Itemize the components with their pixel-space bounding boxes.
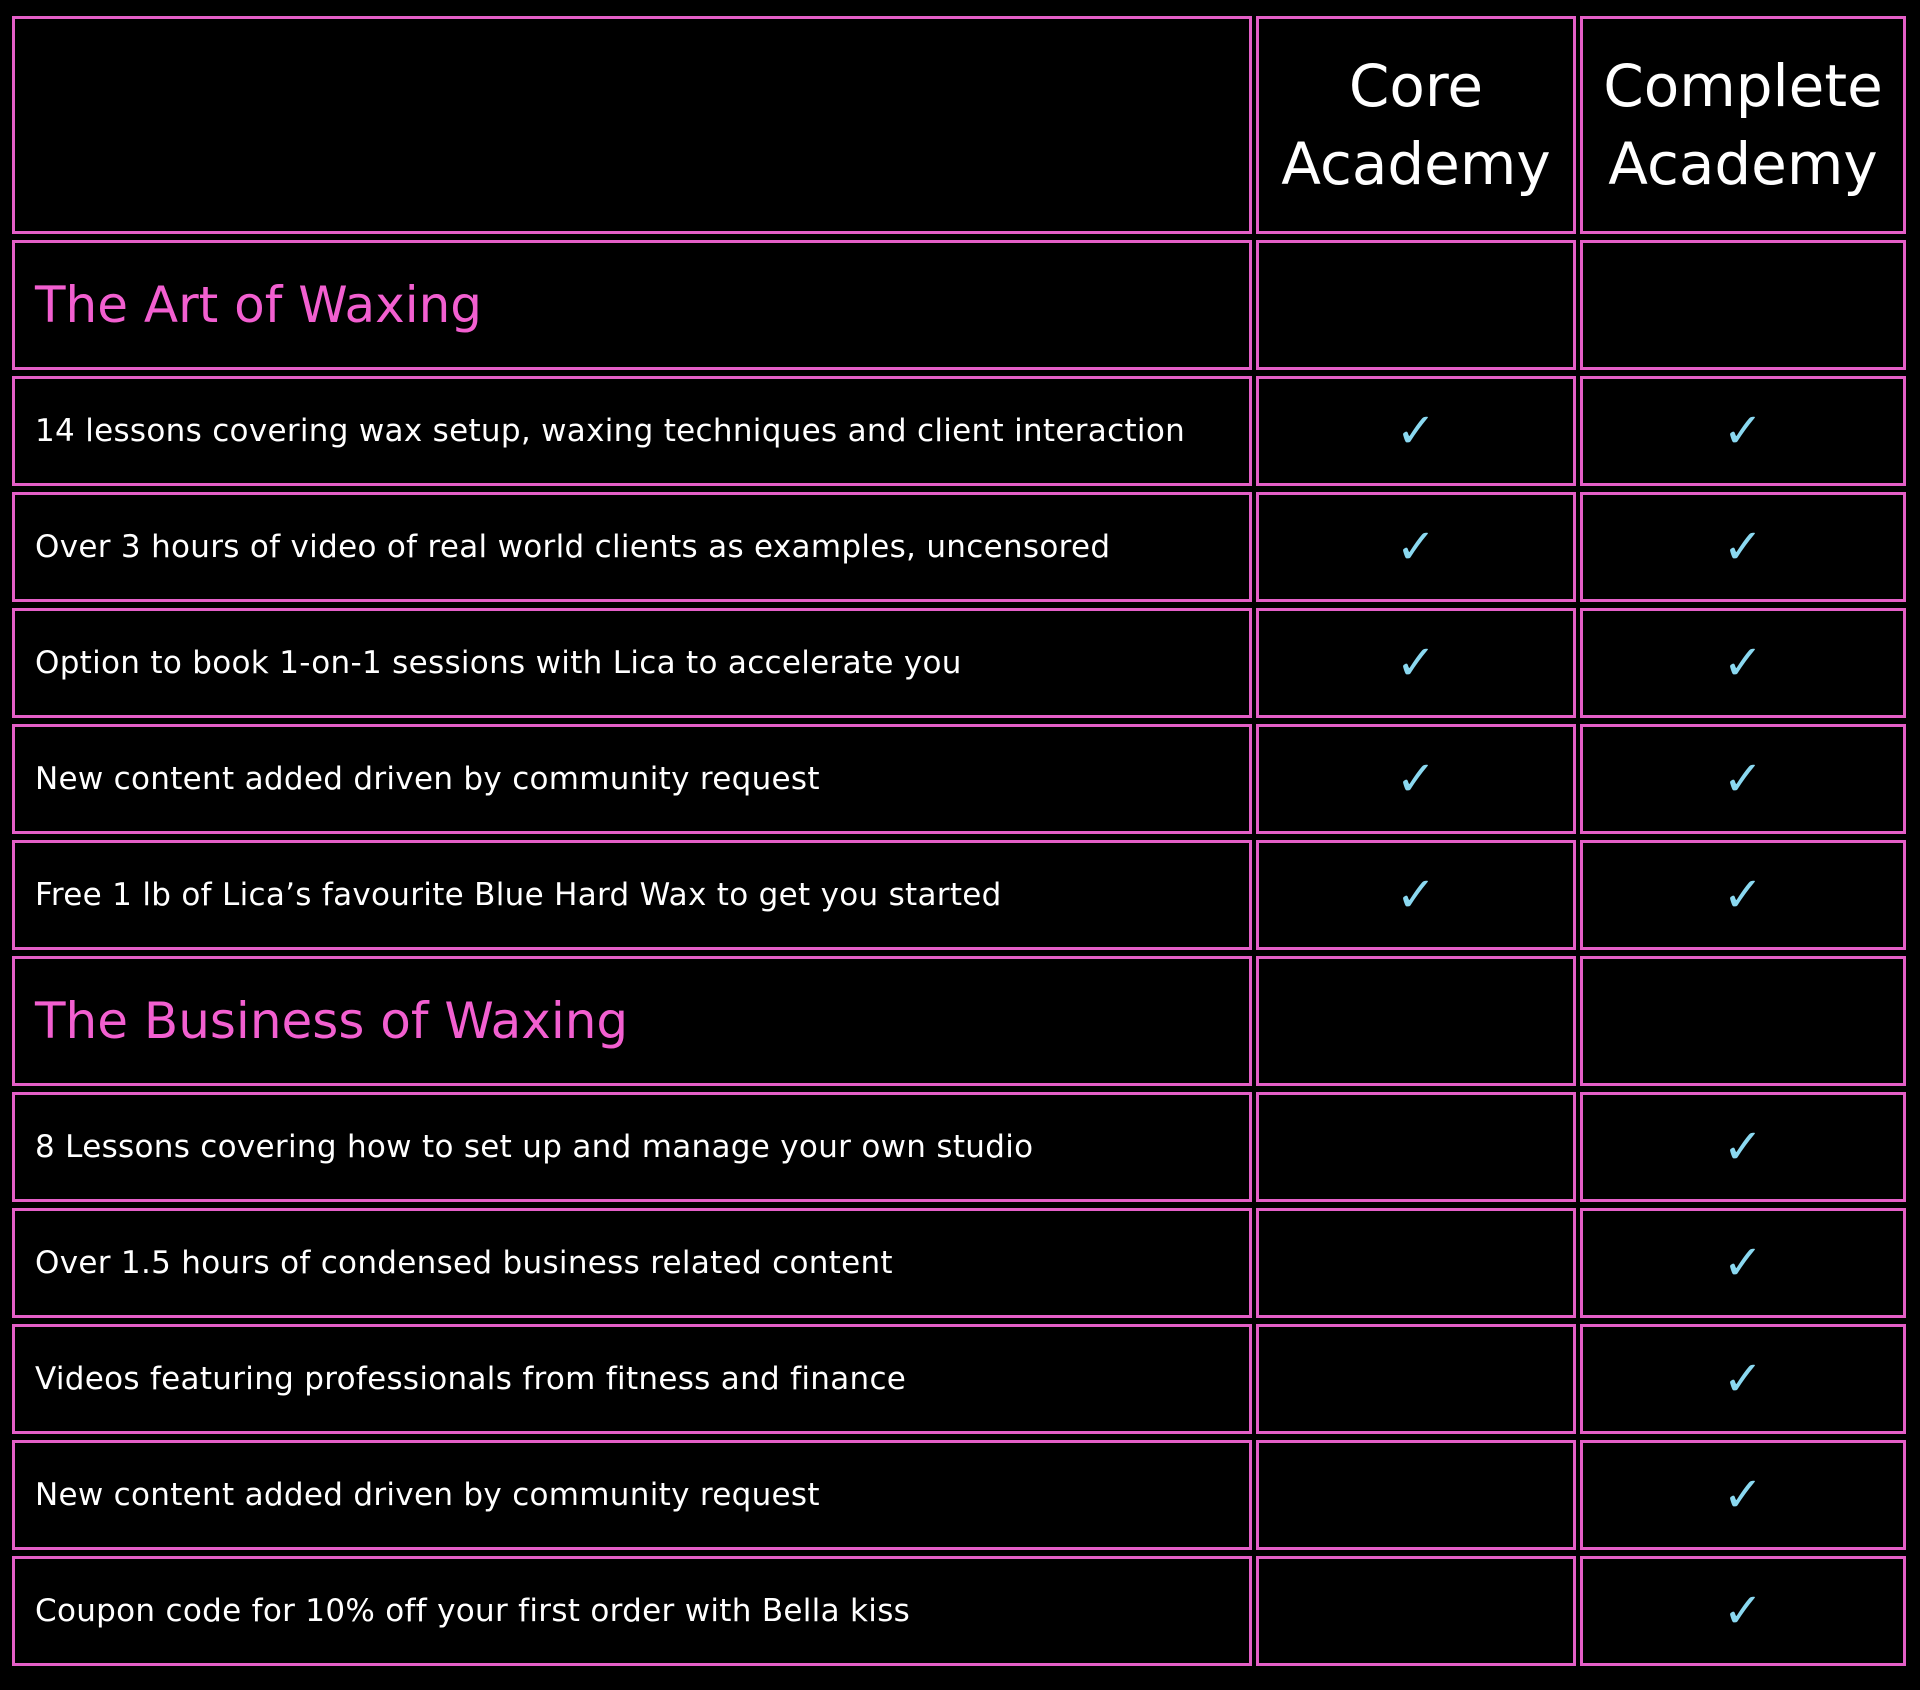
- header-core-academy: [1256, 16, 1576, 234]
- complete-cell: [1580, 1440, 1906, 1550]
- core-cell: [1256, 840, 1576, 950]
- section-empty-cell: [1256, 240, 1576, 370]
- checkmark-icon: ✓: [1722, 1119, 1764, 1175]
- feature-text: Option to book 1-on-1 sessions with Lica to accelerate you: [35, 645, 962, 681]
- checkmark-icon: ✓: [1722, 1583, 1764, 1639]
- plan-title-line2: Academy: [1608, 130, 1878, 198]
- core-cell: [1256, 724, 1576, 834]
- core-cell: [1256, 1092, 1576, 1202]
- checkmark-icon: ✓: [1722, 751, 1764, 807]
- feature-row: [12, 1440, 1252, 1550]
- section-title: The Business of Waxing: [35, 992, 629, 1050]
- checkmark-icon: ✓: [1722, 1467, 1764, 1523]
- feature-text: 8 Lessons covering how to set up and manage your own studio: [35, 1129, 1034, 1165]
- feature-row: [12, 376, 1252, 486]
- section-empty-cell: [1256, 956, 1576, 1086]
- core-cell: [1256, 1440, 1576, 1550]
- feature-row: [12, 724, 1252, 834]
- complete-cell: [1580, 840, 1906, 950]
- checkmark-icon: ✓: [1395, 403, 1437, 459]
- feature-row: [12, 1092, 1252, 1202]
- complete-cell: [1580, 608, 1906, 718]
- core-cell: [1256, 1208, 1576, 1318]
- feature-text: Coupon code for 10% off your first order with Bella kiss: [35, 1593, 911, 1629]
- feature-row: [12, 1208, 1252, 1318]
- complete-cell: [1580, 1324, 1906, 1434]
- plan-title-core: [1259, 47, 1573, 203]
- feature-row: [12, 492, 1252, 602]
- plan-title-line1: Core: [1348, 52, 1484, 120]
- complete-cell: [1580, 724, 1906, 834]
- core-cell: [1256, 376, 1576, 486]
- checkmark-icon: ✓: [1395, 519, 1437, 575]
- checkmark-icon: ✓: [1722, 1351, 1764, 1407]
- plan-title-line2: Academy: [1281, 130, 1551, 198]
- checkmark-icon: ✓: [1395, 867, 1437, 923]
- feature-text: Videos featuring professionals from fitness and finance: [35, 1361, 907, 1397]
- feature-text: Free 1 lb of Lica’s favourite Blue Hard Wax to get you started: [35, 877, 1002, 913]
- plan-title-line1: Complete: [1603, 52, 1883, 120]
- checkmark-icon: ✓: [1722, 867, 1764, 923]
- core-cell: [1256, 1324, 1576, 1434]
- section-title: The Art of Waxing: [35, 276, 483, 334]
- core-cell: [1256, 1556, 1576, 1666]
- section-empty-cell: [1580, 240, 1906, 370]
- section-title-row: [12, 956, 1252, 1086]
- checkmark-icon: ✓: [1395, 635, 1437, 691]
- complete-cell: [1580, 376, 1906, 486]
- checkmark-icon: ✓: [1722, 403, 1764, 459]
- feature-row: [12, 1556, 1252, 1666]
- core-cell: [1256, 492, 1576, 602]
- plan-title-complete: [1583, 47, 1903, 203]
- feature-text: Over 3 hours of video of real world clients as examples, uncensored: [35, 529, 1111, 565]
- header-complete-academy: [1580, 16, 1906, 234]
- complete-cell: [1580, 1556, 1906, 1666]
- section-empty-cell: [1580, 956, 1906, 1086]
- feature-text: Over 1.5 hours of condensed business related content: [35, 1245, 893, 1281]
- feature-text: New content added driven by community request: [35, 761, 820, 797]
- complete-cell: [1580, 492, 1906, 602]
- checkmark-icon: ✓: [1722, 519, 1764, 575]
- feature-row: [12, 840, 1252, 950]
- feature-text: 14 lessons covering wax setup, waxing techniques and client interaction: [35, 413, 1186, 449]
- complete-cell: [1580, 1092, 1906, 1202]
- feature-text: New content added driven by community request: [35, 1477, 820, 1513]
- checkmark-icon: ✓: [1722, 1235, 1764, 1291]
- feature-row: [12, 608, 1252, 718]
- complete-cell: [1580, 1208, 1906, 1318]
- checkmark-icon: ✓: [1722, 635, 1764, 691]
- section-title-row: [12, 240, 1252, 370]
- header-empty-cell: [12, 16, 1252, 234]
- core-cell: [1256, 608, 1576, 718]
- checkmark-icon: ✓: [1395, 751, 1437, 807]
- feature-row: [12, 1324, 1252, 1434]
